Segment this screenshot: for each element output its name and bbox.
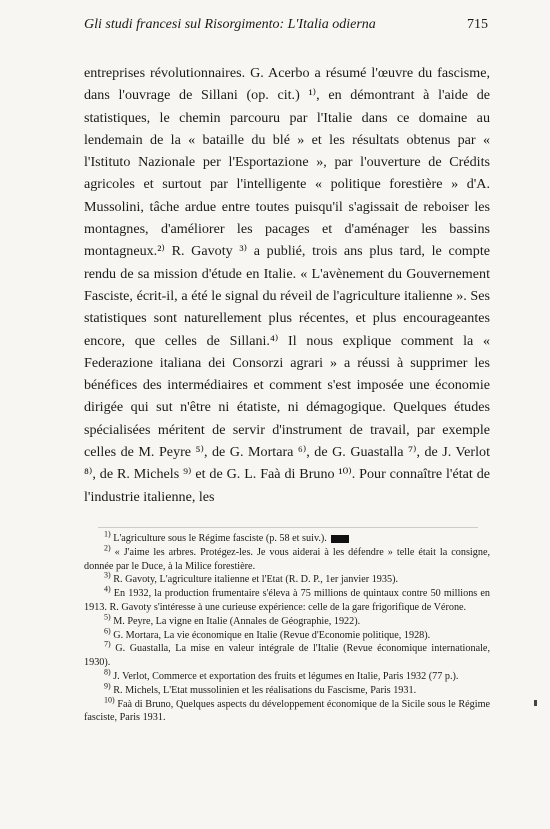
body-paragraph: entreprises révolutionnaires. G. Acerbo a résumé l'œuvre du fascisme, dans l'ouvrage de Sillani (op. cit.) ¹⁾, en démontrant à l'aide de statistiques, le chemin parcouru par l'Italie dans ce domaine au lendemain de la « bataille du blé » et les résultats obtenus par « l'Istituto Nazionale per l'Esportazione », par l'ouverture de Crédits agricoles et surtout par l'intelligente « politique forestière » d'A. Mussolini, tâche ardue entre toutes puisqu'il s'agissait de reboiser les montagnes, d'améliorer les pacages et d'aménager les bassins montagneux.²⁾ R. Gavoty ³⁾ a publié, trois ans plus tard, le compte rendu de sa mission d'étude en Italie. « L'avènement du Gouvernement Fasciste, écrit-il, a été le signal du réveil de l'agriculture italienne ». Ses statistiques sont naturellement plus récentes, et plus encourageantes encore, que celles de Sillani.⁴⁾ Il nous explique comment la « Federazione italiana dei Consorzi agrari » a réussi à supprimer les bénéfices des intermédiaires et comment s'est imposée une économie dirigée qui sut n'être ni étatiste, ni démagogique. Quelques études spécialisées méritent de servir d'instrument de travail, par exemple celles de M. Peyre ⁵⁾, de G. Mortara ⁶⁾, de G. Guastalla ⁷⁾, de J. Verlot ⁸⁾, de R. Michels ⁹⁾ et de G. L. Faà di Bruno ¹⁰⁾. Pour connaître l'état de l'industrie italienne, les	[84, 65, 490, 505]
footnotes	[84, 529, 491, 725]
footnote: $^{1)}$ L'agriculture sous le Régime fasciste (p. 58 et suiv.).	[84, 532, 490, 546]
main-text	[84, 62, 490, 508]
page-number: 715	[467, 17, 488, 32]
footnote: $^{10)}$ Faà di Bruno, Quelques aspects du développement économique de la Sicile sous le Régime fasciste, Paris 1931.	[84, 695, 491, 724]
ink-mark	[331, 535, 349, 543]
running-header	[84, 14, 488, 36]
footnote: $^{2)}$ « J'aime les arbres. Protégez-les. Je vous aiderai à les défendre » telle était la consigne, donnée par le Duce, à la Milice forestière.	[84, 543, 491, 572]
footnote-rule	[98, 527, 478, 528]
running-title: Gli studi francesi sul Risorgimento: L'Italia odierna	[84, 17, 376, 32]
footnote: $^{5)}$ M. Peyre, La vigne en Italie (Annales de Géographie, 1922).	[104, 612, 361, 627]
footnote: $^{3)}$ R. Gavoty, L'agriculture italienne et l'Etat (R. D. P., 1er janvier 1935).	[104, 571, 399, 586]
footnote: $^{8)}$ J. Verlot, Commerce et exportation des fruits et légumes en Italie, Paris 1932 (77 p.).	[104, 667, 459, 682]
footnote: $^{6)}$ G. Mortara, La vie économique en Italie (Revue d'Economie politique, 1928).	[104, 626, 431, 641]
footnote: $^{7)}$ G. Guastalla, La mise en valeur intégrale de l'Italie (Revue économique internationale, 1930).	[84, 639, 490, 669]
margin-mark	[534, 700, 537, 706]
footnote: $^{4)}$ En 1932, la production frumentaire s'éleva à 75 millions de quintaux contre 50 millions en 1913. R. Gavoty s'intéresse à une curieuse expérience: celle de la gare frigorifique de Vérone.	[84, 584, 491, 613]
footnote: $^{9)}$ R. Michels, L'Etat mussolinien et les réalisations du Fascisme, Paris 1931.	[104, 681, 417, 696]
